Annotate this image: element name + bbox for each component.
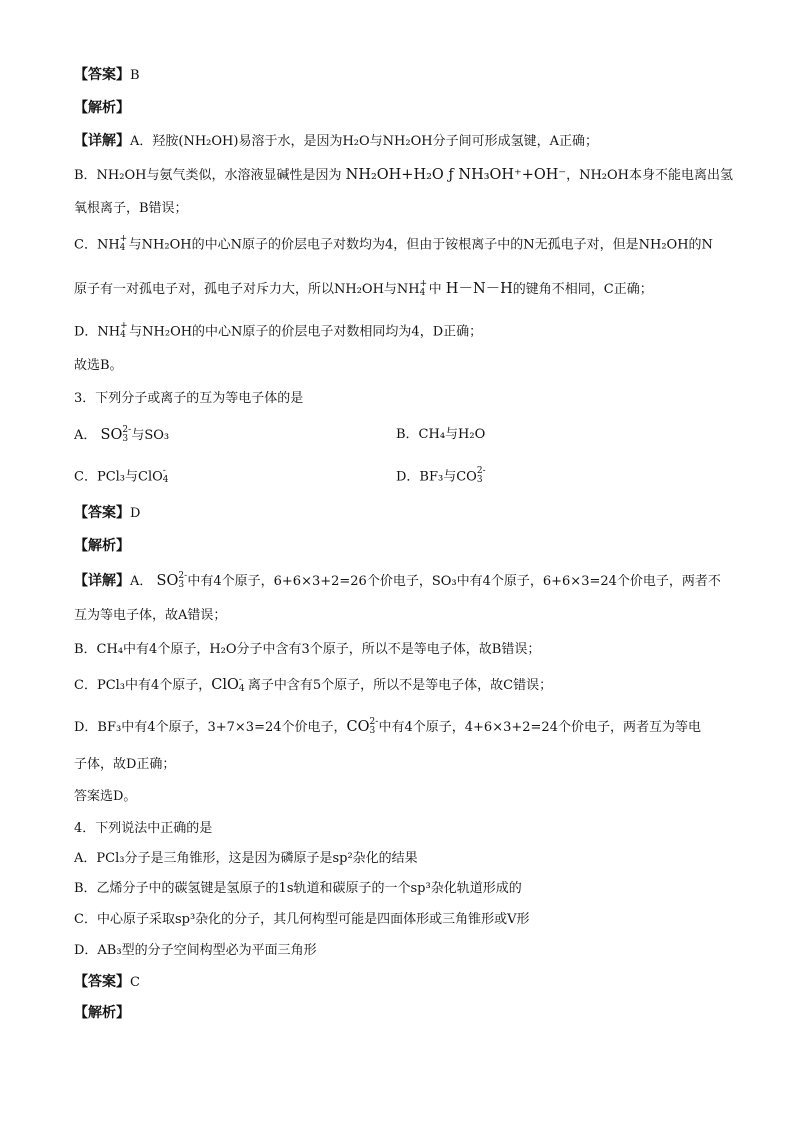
analysis-tag: 【解析】 <box>74 538 130 554</box>
question-4-stem: 4．下列说法中正确的是 <box>74 821 213 836</box>
detail-line-a <box>74 132 598 151</box>
detail-c-mid: 与NH₂OH的中心N原子的价层电子对数均为4，但由于铵根离子中的N无孤电子对，但是NH₂OH的N <box>128 237 713 253</box>
q3-option-d-text: D．BF₃与CO <box>396 469 477 485</box>
detail-tag: 【详解】 <box>74 133 130 149</box>
conclusion-q3: 答案选D。 <box>74 789 137 804</box>
co3-sup: 2- <box>369 716 379 727</box>
q3-detail-c <box>74 676 552 695</box>
q3-option-c <box>74 468 172 487</box>
question-3-stem: 3．下列分子或离子的互为等电子体的是 <box>74 391 304 406</box>
co3-base: CO <box>346 719 370 735</box>
detail-d-post: 与NH₂OH的中心N原子的价层电子对数相同均为4，D正确； <box>129 324 483 340</box>
nh4-sup: + <box>119 234 128 244</box>
q4-option-b: B．乙烯分子中的碳氢键是氢原子的1s轨道和碳原子的一个sp³杂化轨道形成的 <box>74 881 522 896</box>
answer-line-q2 <box>74 66 140 85</box>
clo4-sub: 4 <box>238 683 245 694</box>
so3-base: SO <box>156 573 179 589</box>
q4-option-d: D．AB₃型的分子空间构型必为平面三角形 <box>74 943 317 958</box>
q4-option-c: C．中心原子采取sp³杂化的分子，其几何构型可能是四面体形或三角锥形或V形 <box>74 912 530 927</box>
q3-detail-a2: 互为等电子体，故A错误； <box>74 608 227 623</box>
answer-tag: 【答案】 <box>74 974 130 990</box>
q3-detail-c-pre: C．PCl₃中有4个原子， <box>74 678 212 693</box>
clo4-charge-2 <box>238 674 248 695</box>
q3-detail-a <box>74 572 721 591</box>
conclusion-q2: 故选B。 <box>74 358 123 373</box>
so3-charge-2 <box>178 570 188 591</box>
clo4-sub: 4 <box>162 475 169 485</box>
analysis-tag: 【解析】 <box>74 1005 130 1021</box>
detail-c2-post: 的键角不相同，C正确； <box>512 282 653 297</box>
detail-b-post: ，NH₂OH本身不能电离出氢 <box>566 168 733 183</box>
nh4-charge-2 <box>419 278 429 299</box>
clo4-charge <box>163 468 172 486</box>
q3-option-a-text: 与SO₃ <box>131 428 170 443</box>
detail-line-b <box>74 166 733 185</box>
so3-sub: 3 <box>178 579 185 590</box>
answer-value: B <box>130 68 140 83</box>
co3-charge <box>477 468 486 486</box>
q3-detail-a-pre: A． <box>130 574 153 589</box>
q3-option-d <box>396 468 486 487</box>
q3-detail-d <box>74 718 701 737</box>
so3-sup: 2- <box>122 424 132 435</box>
clo4-sup: - <box>238 674 242 685</box>
q3-option-b: B．CH₄与H₂O <box>396 427 486 442</box>
analysis-heading-q3 <box>74 537 130 556</box>
nh4-sub: 4 <box>419 287 426 298</box>
analysis-tag: 【解析】 <box>74 100 130 116</box>
so3-sub: 3 <box>122 433 129 444</box>
co3-sub: 3 <box>369 725 376 736</box>
co3-sup: 2- <box>476 466 486 476</box>
detail-c2-mid: 中 <box>428 282 442 297</box>
q3-detail-d2: 子体，故D正确； <box>74 757 176 772</box>
detail-b-pre: B．NH₂OH与氨气类似，水溶液显碱性是因为 <box>74 168 342 183</box>
so3-charge <box>122 424 132 445</box>
nh4-sub: 4 <box>119 243 126 253</box>
detail-line-c2 <box>74 280 653 299</box>
detail-a-text: A．羟胺(NH₂OH)易溶于水，是因为H₂O与NH₂OH分子间可形成氢键，A正确； <box>130 134 598 149</box>
detail-line-c <box>74 236 713 255</box>
answer-value: D <box>130 506 141 521</box>
clo4-base: ClO <box>211 677 239 693</box>
detail-c2-pre: 原子有一对孤电子对，孤电子对斥力大，所以NH₂OH与NH <box>74 282 420 297</box>
so3-sup: 2- <box>178 570 188 581</box>
nh4-sup: + <box>120 321 128 331</box>
co3-charge-2 <box>369 716 379 737</box>
so3-base: SO <box>100 427 123 443</box>
answer-value: C <box>130 975 140 990</box>
answer-line-q4 <box>74 973 140 992</box>
clo4-sup: - <box>162 466 166 476</box>
nh4-charge <box>120 236 129 254</box>
q4-option-a: A．PCl₃分子是三角锥形，这是因为磷原子是sp²杂化的结果 <box>74 851 418 866</box>
analysis-heading-q4 <box>74 1004 130 1023</box>
detail-line-d <box>74 323 482 342</box>
nh4-sup: + <box>419 278 428 289</box>
q3-option-a-label: A． <box>74 428 97 443</box>
co3-sub: 3 <box>476 475 483 485</box>
analysis-heading <box>74 99 130 118</box>
q3-detail-d-pre: D．BF₃中有4个原子，3+7×3=24个价电子， <box>74 720 347 735</box>
q3-option-c-text: C．PCl₃与ClO <box>74 469 163 485</box>
detail-tag: 【详解】 <box>74 573 130 589</box>
q3-detail-a-post: 中有4个原子，6+6×3+2=26个价电子，SO₃中有4个原子，6+6×3=24个价电子，两者不 <box>187 574 721 589</box>
hnh-angle: H－N－H <box>445 281 513 297</box>
nh4-charge-3 <box>120 323 129 341</box>
detail-c-pre: C．NH <box>74 237 120 253</box>
answer-tag: 【答案】 <box>74 505 130 521</box>
answer-tag: 【答案】 <box>74 67 130 83</box>
detail-d-pre: D．NH <box>74 324 121 340</box>
q3-option-a <box>74 426 169 445</box>
detail-line-b2: 氧根离子，B错误； <box>74 201 188 216</box>
nh4-sub: 4 <box>120 330 126 340</box>
answer-line-q3 <box>74 504 140 523</box>
equilibrium-equation: NH₂OH+H₂O ƒ NH₃OH⁺+OH⁻ <box>345 167 567 183</box>
q3-detail-d-post: 中有4个原子，4+6×3+2=24个价电子，两者互为等电 <box>378 720 701 735</box>
q3-detail-c-post: 离子中含有5个原子，所以不是等电子体，故C错误； <box>247 678 553 693</box>
q3-detail-b: B．CH₄中有4个原子，H₂O分子中含有3个原子，所以不是等电子体，故B错误； <box>74 642 541 657</box>
